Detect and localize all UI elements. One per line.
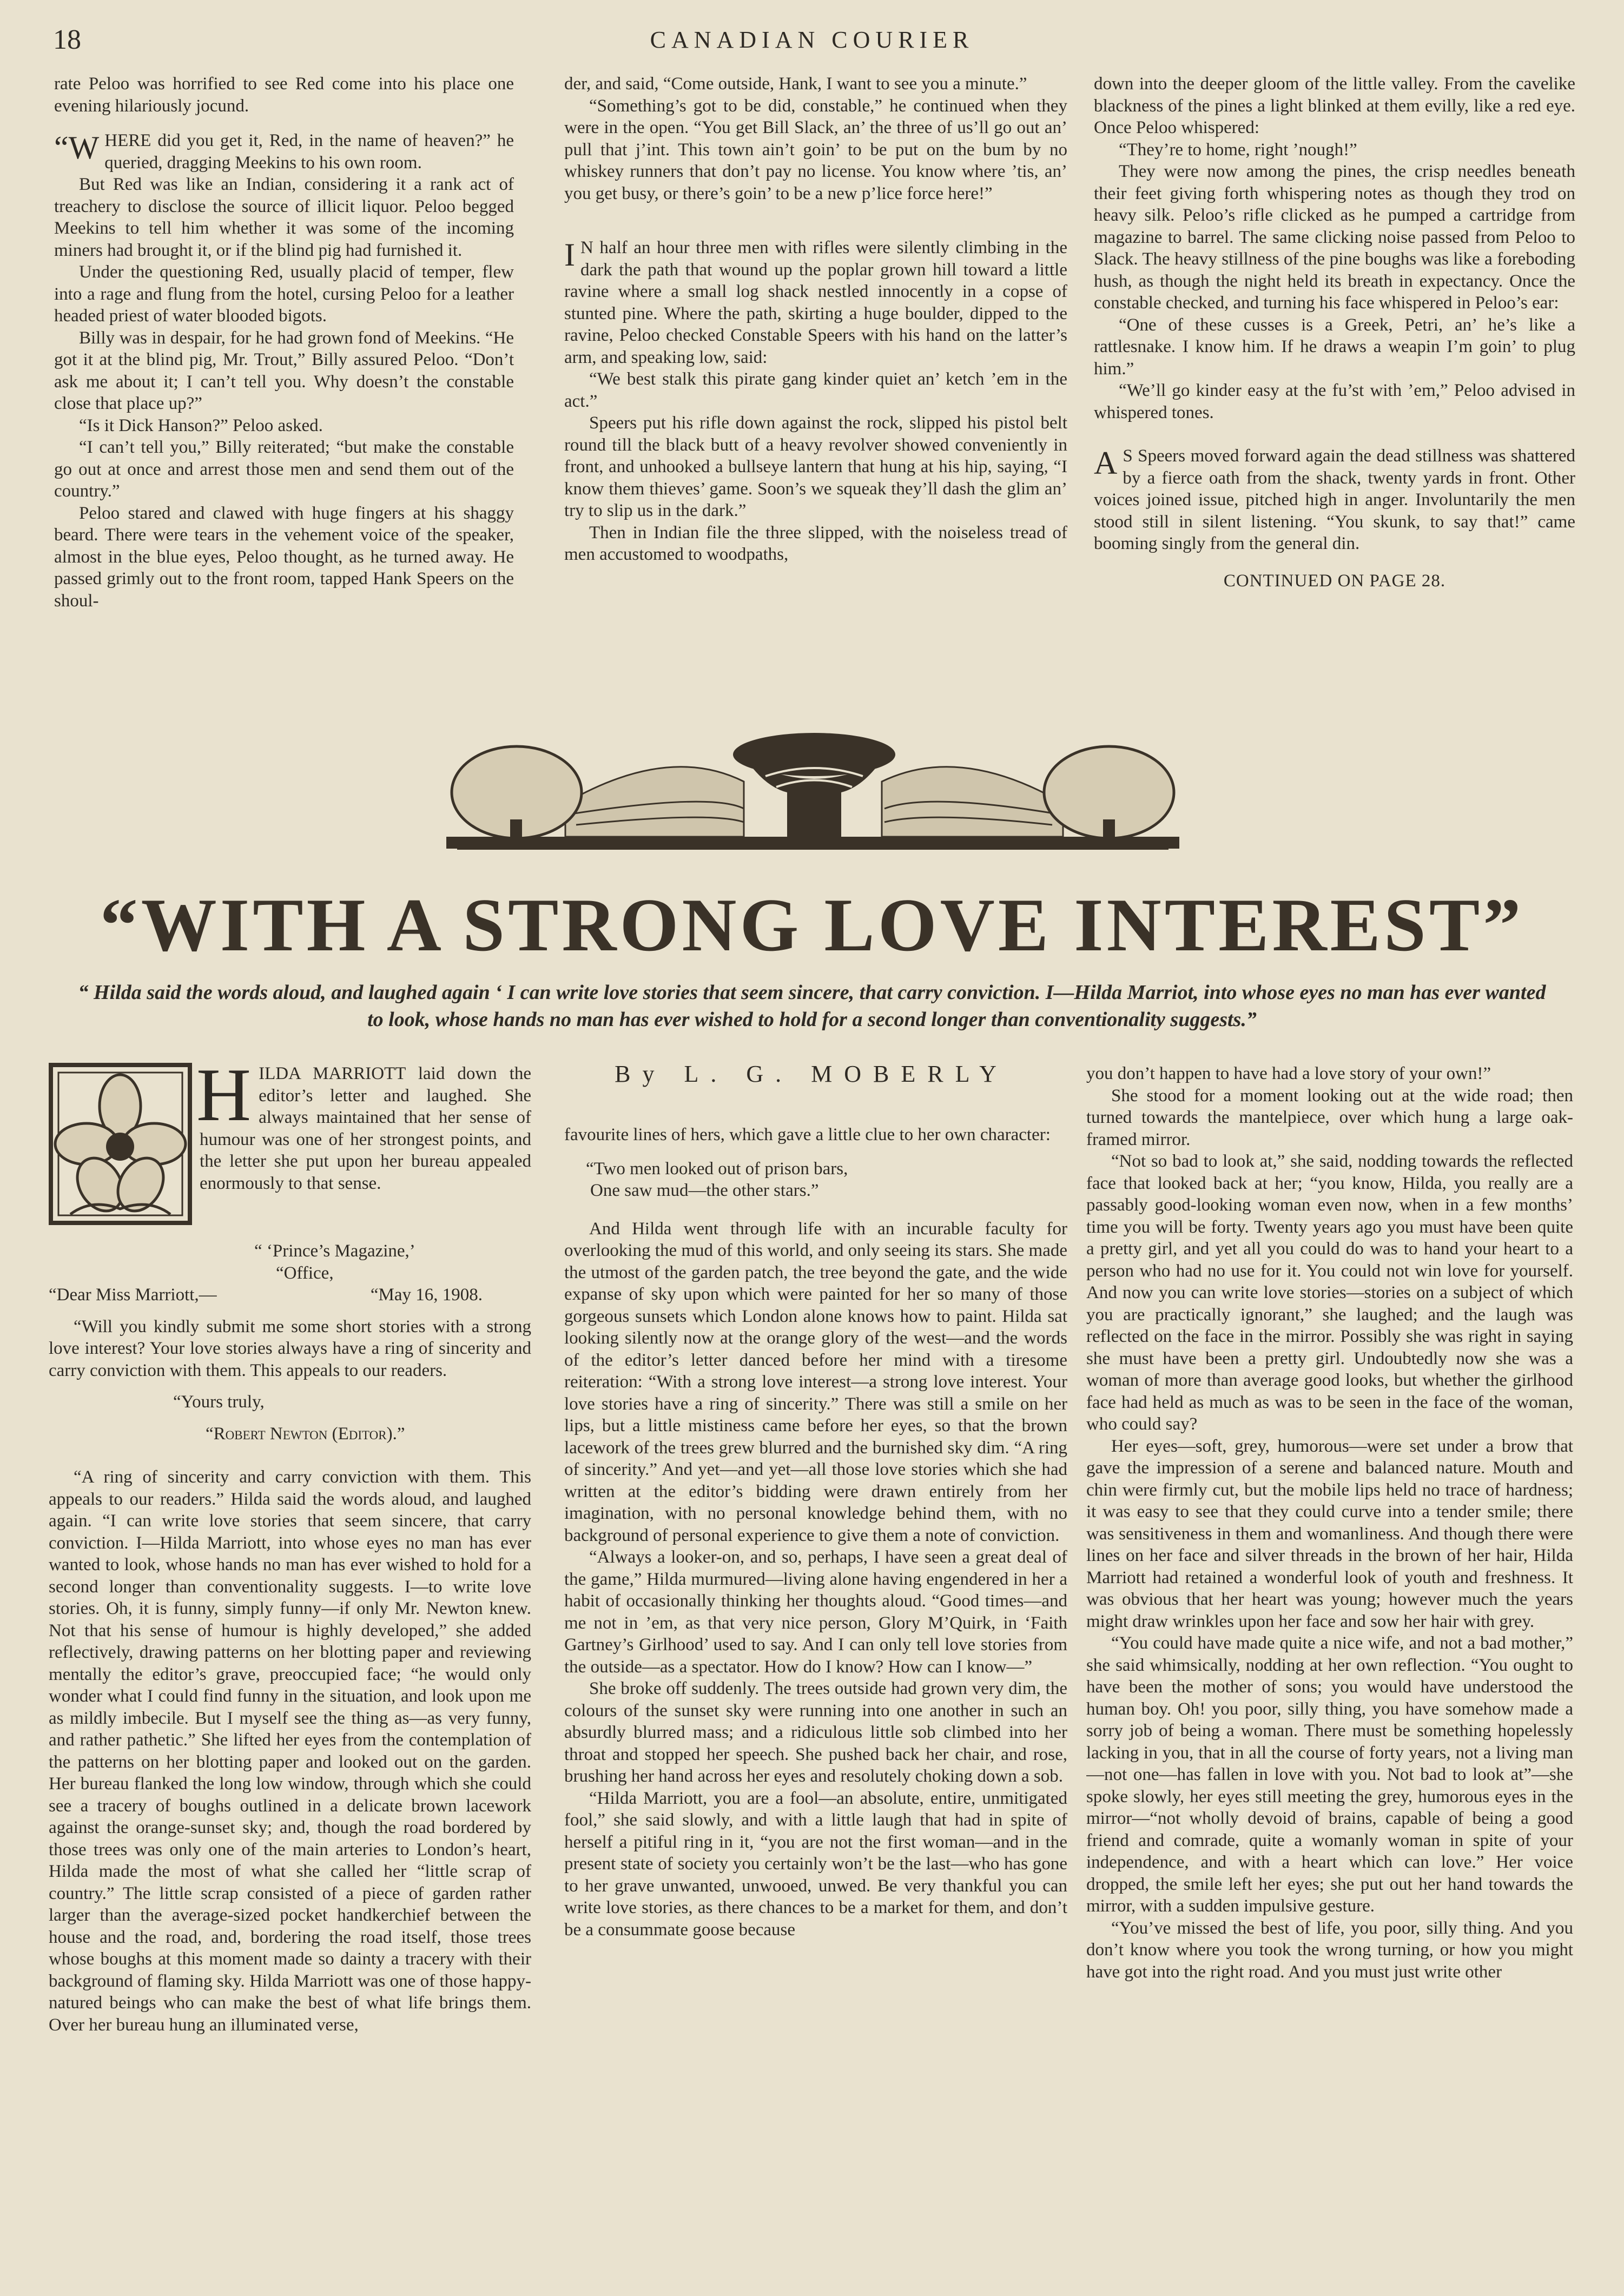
paragraph: And Hilda went through life with an incurable faculty for overlooking the mud of this world, and only seeing its stars. She made the utmost of the garden patch, the tree beyond the gate, and the wide expanse of sky upon which were painted for her so many of those gorgeous sunsets which London alone knows how to paint. Hilda sat looking silently now at the orange glory of the west—and the words of the editor’s letter danced before her mind with a tiresome reiteration: “With a strong love interest—a strong love interest. Your love stories have a ring of sincerity.” There was still a smile on her lips, but a little mistiness came before her eyes, so that the brown lacework of the trees grew blurred and the burnished sky dim. “A ring of sincerity.” And yet—and yet—all those love stories which she had written at the editor’s bidding were drawn entirely from her imagination, with no personal knowledge behind them, with no background of personal experience to give them a note of conviction. [564,1219,1067,1545]
story-title: “WITH A STRONG LOVE INTEREST” [100,883,1524,967]
paragraph: “They’re to home, right ’nough!” [1119,140,1357,160]
verse-line: One saw mud—the other stars.” [590,1181,819,1200]
letter-body: “Will you kindly submit me some short stories with a strong love interest? Your love stories always have a ring of sincerity and carry conviction with them. This appeals to our readers. [49,1316,531,1380]
running-head: CANADIAN COURIER [650,27,974,53]
paragraph: But Red was like an Indian, considering it a rank act of treachery to disclose the source of illicit liquor. Peloo begged Meekins to tell him whether it was some of the incoming miners had brought it, or if the blind pig had furnished it. [54,175,514,260]
letter-heading-2: “Office, [276,1263,334,1283]
page-header [0,21,1624,58]
paragraph: “You’ve missed the best of life, you poor, silly thing. And you don’t know where you took the wrong turning, or how you might have got into the right road. And you must just write other [1086,1918,1573,1982]
paragraph: “A ring of sincerity and carry conviction with them. This appeals to our readers.” Hilda said the words aloud, and laughed again. “I can write love stories that seem sincere, that carry conviction. I—Hilda Marriott, into whose eyes no man has ever wanted to look, whose hands no man has ever wished to hold for a second longer than conventionality suggests. I—to write love stories. Oh, it is funny, simply funny—if only Mr. Newton knew. Not that his sense of humour is highly developed,” she added reflectively, drawing patterns on her blotting paper and reviewing mentally the editor’s grave, preoccupied face; “he would only wonder what I could find funny in the situation, and look upon me as mildly imbecile. But I myself see the thing as—as very funny, and rather pathetic.” She lifted her eyes from the contemplation of the patterns on her blotting paper and looked out on the garden. Her bureau flanked the long low window, through which she could see a tracery of boughs outlined in a delicate brown lacework against the orange-sunset sky; and, though the road bordered by those trees was only one of the main arteries to London’s heart, Hilda made the most of what she called her “little scrap of country.” The little scrap consisted of a piece of garden rather larger than the average-sized pocket handkerchief between the house and the road, and, bordering the road itself, those trees whose boughs at this moment made so dainty a tracery with their background of flaming sky. Hilda Marriott was one of those happy-natured beings who can make the best of what life brings them. Over her bureau hung an illuminated verse, [49,1467,531,2035]
paragraph: you don’t happen to have had a love story of your own!” [1086,1064,1491,1083]
paragraph: der, and said, “Come outside, Hank, I want to see you a minute.” [564,74,1027,94]
flower-ornament-icon [49,1063,192,1225]
paragraph: “You could have made quite a nice wife, and not a bad mother,” she said whimsically, nodding at her own reflection. “You ought to have been the mother of sons; you would have understood the human boy. Oh! you poor, silly thing, you have somehow made a sorry job of being a woman. There must be something hopelessly lacking in you, that in all the course of forty years, not a living man—not one—has fallen in love with you. Not bad to look at”—she spoke slowly, her eyes still meeting the grey, humorous eyes in the mirror—“not wholly devoid of brains, capable of being a good friend and comrade, quite a womanly woman in spite of your independence, and with a heart which can love.” Her voice dropped, the smile left her eyes; she put out her hand towards the mirror, with a sudden impulsive gesture. [1086,1633,1573,1916]
paragraph: Her eyes—soft, grey, humorous—were set under a brow that gave the impression of a serene and balanced nature. Mouth and chin were firmly cut, but the mobile lips held no trace of hardness; it was easy to see that they could curve into a tender smile; there was sensitiveness in them and womanliness. And though there were lines on her face and silver threads in the brown of her hair, Hilda Marriott had retained a wonderful look of youth and freshness. It was obvious that her heart was young; however much the years might draw wrinkles upon her face and sow her hair with grey. [1086,1436,1573,1631]
paragraph: “Hilda Marriott, you are a fool—an absolute, entire, unmitigated fool,” she said slowly, and with a little laugh that had in spite of herself a pitiful ring in it, “you are not the first woman—and in the present state of society you certainly won’t be the last—who has gone to her grave unwanted, unwooed, unwed. Be very thankful you can write love stories, as there chances to be a market for them, and don’t be a consummate goose because [564,1788,1067,1940]
paragraph: “Always a looker-on, and so, perhaps, I have seen a great deal of the game,” Hilda murmured—living alone having engendered in her a habit of occasionally thinking her thoughts aloud. “Good times—and me not in ’em, as that very nice person, Glory M’Quirk, in ‘Faith Gartney’s Girlhood’ used to say. And I can only tell love stories from the outside—as a spectator. How do I know? How can I know—” [564,1547,1067,1677]
paragraph: She broke off suddenly. The trees outside had grown very dim, the colours of the sunset sky were running into one another in such an absurdly blurred mass; and a ridiculous little sob climbed into her throat and stopped her speech. She pushed back her chair, and rose, brushing her hand across her eyes and resolutely choking down a sob. [564,1679,1067,1786]
paragraph: Billy was in despair, for he had grown fond of Meekins. “He got it at the blind pig, Mr. Trout,” Billy assured Peloo. “Don’t ask me about it; I can’t tell you. Why doesn’t the constable close that place up?” [54,328,514,413]
drop-cap: H [196,1063,252,1137]
paragraph: “Is it Dick Hanson?” Peloo asked. [79,415,323,435]
paragraph: “I can’t tell you,” Billy reiterated; “but make the constable go out at once and arrest those men and send them out of the country.” [54,438,514,501]
paragraph: Speers put his rifle down against the rock, slipped his pistol belt round till the black butt of a heavy revolver showed conveniently in front, and unhooked a bullseye lantern that hung at his hip, saying, “I know them thieves’ game. Soon’s we squeak they’ll dash the glim an’ try to slip us in the dark.” [564,413,1067,520]
paragraph: I N half an hour three men with rifles were silently climbing in the dark the path that wound up the poplar grown hill toward a little ravine where a small log shack nestled innocently in a copse of stunted pine. Where the path, skirting a huge boulder, dipped to the ravine, Peloo checked Constable Speers with his hand on the latter’s arm, and speaking low, said: [564,237,1067,367]
paragraph: “We best stalk this pirate gang kinder quiet an’ ketch ’em in the act.” [564,369,1067,411]
letter-signature: “Robert Newton (Editor).” [206,1424,405,1444]
story-column-2 [564,1124,1067,2269]
story-byline: By L. G. MOBERLY [615,1061,1008,1087]
paragraph: HILDA MARRIOTT laid down the editor’s letter and laughed. She always maintained that her sense of humour was one of her strongest points, and the letter she put upon her bureau appealed enormously to that sense. [196,1063,531,1193]
top-column-1 [54,73,514,695]
continued-notice: CONTINUED ON PAGE 28. [1223,571,1446,591]
paragraph: “Not so bad to look at,” she said, nodding towards the reflected face that looked back at her; “you know, Hilda, you really are a passably good-looking woman even now, when in a few months’ time you will be forty. Twenty years ago you must have been quite a pretty girl, and yet all you could do was to hand your heart to a person who had no use for it. You could not win love for yourself. And now you can write love stories—stories on a subject of which you are practically ignorant,” she laughed; and the laugh was reflected on the face in the mirror. Possibly she was right in saying she must have been a pretty girl. Undoubtedly now she was a woman of more than average good looks, but whether the girlhood face had held as much as was to be seen in the face of the woman, who could say? [1086,1152,1573,1434]
decorative-initial-ornament [49,1063,192,1225]
paragraph: rate Peloo was horrified to see Red come into his place one evening hilariously jocund. [54,74,514,116]
paragraph: “WHERE did you get it, Red, in the name of heaven?” he queried, dragging Meekins to his own room. [54,130,514,173]
letter-date: “May 16, 1908. [370,1285,483,1305]
verse-line: “Two men looked out of prison bars, [586,1159,848,1179]
decorative-landscape-banner [441,722,1185,855]
landscape-illustration-icon [441,722,1185,855]
drop-cap: A [1094,445,1118,481]
page-number: 18 [53,24,81,55]
paragraph: A S Speers moved forward again the dead stillness was shattered by a fierce oath from the shack, twenty yards in front. Other voices joined issue, pitched high in anger. Involuntarily the men stood still in silent listening. “You skunk, to say that!” came booming singly from the general din. [1094,445,1575,553]
top-column-2 [564,73,1067,695]
drop-cap: I [564,237,575,273]
paragraph: favourite lines of hers, which gave a little clue to her own character: [564,1125,1051,1144]
letter-closing: “Yours truly, [173,1392,265,1412]
letter-salutation: “Dear Miss Marriott,— [49,1285,217,1305]
paragraph: “We’ll go kinder easy at the fu’st with ’em,” Peloo advised in whispered tones. [1094,381,1575,422]
paragraph: “One of these cusses is a Greek, Petri, an’ he’s like a rattlesnake. I know him. If he draws a weapin I’m goin’ to plug him.” [1094,315,1575,379]
verse-quote [586,1158,1067,1202]
story-column-3 [1086,1063,1573,2269]
story-column-1 [49,1063,531,2269]
paragraph: down into the deeper gloom of the little valley. From the cavelike blackness of the pines a light blinked at them evilly, like a red eye. Once Peloo whispered: [1094,74,1575,137]
paragraph: They were now among the pines, the crisp needles beneath their feet giving forth whispering notes as though they trod on heavy silk. Peloo’s rifle clicked as he pumped a cartridge from magazine to barrel. The same clicking noise passed from Peloo to Slack. The heavy stillness of the pine boughs was like a foreboding hush, as though the night held its breath in expectancy. Once the constable checked, and turning his face whispered in Peloo’s ear: [1094,162,1575,313]
paragraph: She stood for a moment looking out at the wide road; then turned towards the mantelpiece, over which hung a large oak-framed mirror. [1086,1086,1573,1149]
top-column-3 [1094,73,1575,695]
paragraph: “Something’s got to be did, constable,” he continued when they were in the open. “You get Bill Slack, an’ the three of us’ll go out an’ pull that j’int. This town ain’t goin’ to be put on the bum by no whiskey runners that don’t pay no license. You know where ’tis, an’ you get busy, or there’s goin’ to be a new p’lice force here!” [564,96,1067,203]
drop-cap: “W [54,130,100,166]
paragraph: Then in Indian file the three slipped, with the noiseless tread of men accustomed to woodpaths, [564,522,1067,564]
letter-salutation-row [49,1284,531,1306]
paragraph: Peloo stared and clawed with huge fingers at his shaggy beard. There were tears in the vehement voice of the speaker, almost in the blue eyes, Peloo thought, as he turned away. He passed grimly out to the front room, tapped Hank Speers on the shoul- [54,503,514,611]
letter-heading-1: “ ‘Prince’s Magazine,’ [254,1241,415,1261]
story-subtitle: “ Hilda said the words aloud, and laughed again ‘ I can write love stories that seem sincere, that carry conviction. I—Hilda Marriot, into whose eyes no man has ever wanted to look, whose hands no man has ever wished to hold for a second longer than conventionality suggests.” [78,981,1546,1031]
paragraph: Under the questioning Red, usually placid of temper, flew into a rage and flung from the hotel, cursing Peloo for a leather headed priest of water blooded bigots. [54,262,514,326]
